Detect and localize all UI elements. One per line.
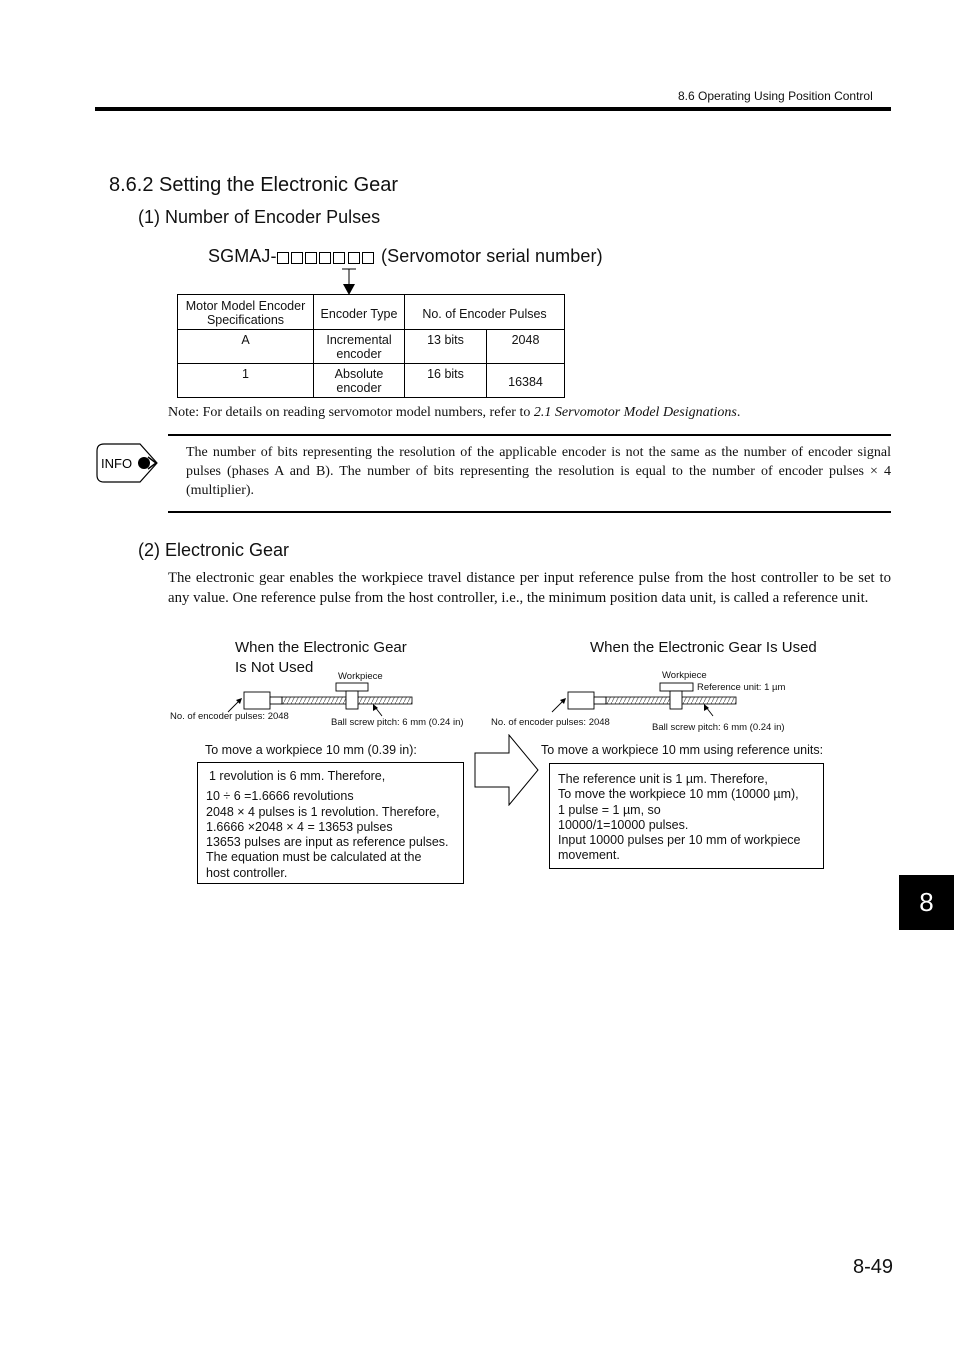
model-code-boxes [277,248,376,269]
table-cell: 16 bits [405,364,487,398]
section-title: 8.6.2 Setting the Electronic Gear [109,174,399,196]
table-cell: 16384 [487,364,565,398]
workpiece-shape [660,683,693,691]
model-number-line [208,246,603,269]
subsection-title-electronic-gear: (2) Electronic Gear [138,540,290,560]
note-text: Note: For details on reading servomotor model numbers, refer to [168,405,534,420]
page-number: 8-49 [853,1256,894,1278]
calc-line: The reference unit is 1 µm. Therefore, [558,772,768,786]
left-workpiece-label: Workpiece [338,671,383,682]
encoder-table [177,294,565,398]
table-row [178,364,565,398]
model-pointer-arrow [340,268,360,296]
right-caption: To move a workpiece 10 mm using reference units: [541,743,824,757]
info-bottom-rule [168,511,891,513]
right-encoder-pulses-label: No. of encoder pulses: 2048 [491,717,610,728]
calc-line: 10000/1=10000 pulses. [558,817,689,832]
info-icon [96,443,158,483]
running-header: 8.6 Operating Using Position Control [678,89,873,103]
left-ball-screw-label: Ball screw pitch: 6 mm (0.24 in) [331,717,464,728]
electronic-gear-paragraph: The electronic gear enables the workpiece travel distance per input reference pulse from the host controller to be set to any value. One reference pulse from the host controller, i.e., the minimum position data unit, is called a reference unit. [168,570,891,606]
calc-line: 13653 pulses are input as reference pulses. [206,835,449,850]
table-cell: A [178,330,314,364]
chapter-tab[interactable]: 8 [899,875,954,930]
calc-line: To move the workpiece 10 mm (10000 µm), [558,787,799,802]
calc-line: 1 revolution is 6 mm. Therefore, [209,769,386,783]
left-diagram-title-line1: When the Electronic Gear [235,639,407,656]
left-caption: To move a workpiece 10 mm (0.39 in): [205,743,417,757]
table-cell: 13 bits [405,330,487,364]
info-text: The number of bits representing the resolution of the applicable encoder is not the same as the number of encoder signal pulses (phases A and B). The number of bits representing the resolution is equal to the number of encoder pulses × 4 (multiplier). [186,445,891,498]
table-header-cell: Motor Model Encoder Specifications [178,295,314,330]
calc-line: 1.6666 ×2048 × 4 = 13653 pulses [206,819,393,834]
model-suffix: (Servomotor serial number) [375,246,603,266]
table-row [178,330,565,364]
left-encoder-pulses-label: No. of encoder pulses: 2048 [170,711,289,722]
info-top-rule [168,434,891,436]
subsection-title-encoder-pulses: (1) Number of Encoder Pulses [138,207,381,227]
workpiece-shape [336,683,368,691]
motor-shape [244,692,270,709]
table-header-row [178,295,565,330]
calc-line: 2048 × 4 pulses is 1 revolution. Therefore, [206,804,440,819]
nut-shape [670,691,682,709]
table-cell: 1 [178,364,314,398]
nut-shape [346,691,358,709]
motor-shape [568,692,594,709]
model-note [168,405,740,421]
right-calculation-box [549,763,824,869]
calc-line: Input 10000 pulses per 10 mm of workpiece [558,833,801,848]
coupling-shape [270,697,282,704]
note-reference-link[interactable]: 2.1 Servomotor Model Designations [533,405,737,420]
calc-line: movement. [558,848,620,863]
left-diagram-title-line2: Is Not Used [235,659,314,676]
calc-line: The equation must be calculated at the [206,850,422,865]
left-mechanism-diagram [160,670,480,740]
right-workpiece-label: Workpiece [662,670,707,681]
table-header-cell: No. of Encoder Pulses [405,295,565,330]
calc-line: host controller. [206,865,288,880]
table-cell: 2048 [487,330,565,364]
right-reference-unit-label: Reference unit: 1 µm [697,682,786,693]
right-diagram-title: When the Electronic Gear Is Used [590,639,817,656]
calc-line: 1 pulse = 1 µm, so [558,802,661,817]
table-cell: Incremental encoder [314,330,405,364]
coupling-shape [594,697,606,704]
note-period: . [736,405,741,420]
model-prefix: SGMAJ- [208,246,277,266]
header-rule [95,107,891,111]
info-icon-label: INFO [101,456,133,471]
right-ball-screw-label: Ball screw pitch: 6 mm (0.24 in) [652,722,785,733]
table-header-cell: Encoder Type [314,295,405,330]
transition-arrow-icon [474,734,540,806]
left-calculation-box [197,762,464,884]
calc-line: 10 ÷ 6 =1.6666 revolutions [206,789,354,804]
table-cell: Absolute encoder [314,364,405,398]
